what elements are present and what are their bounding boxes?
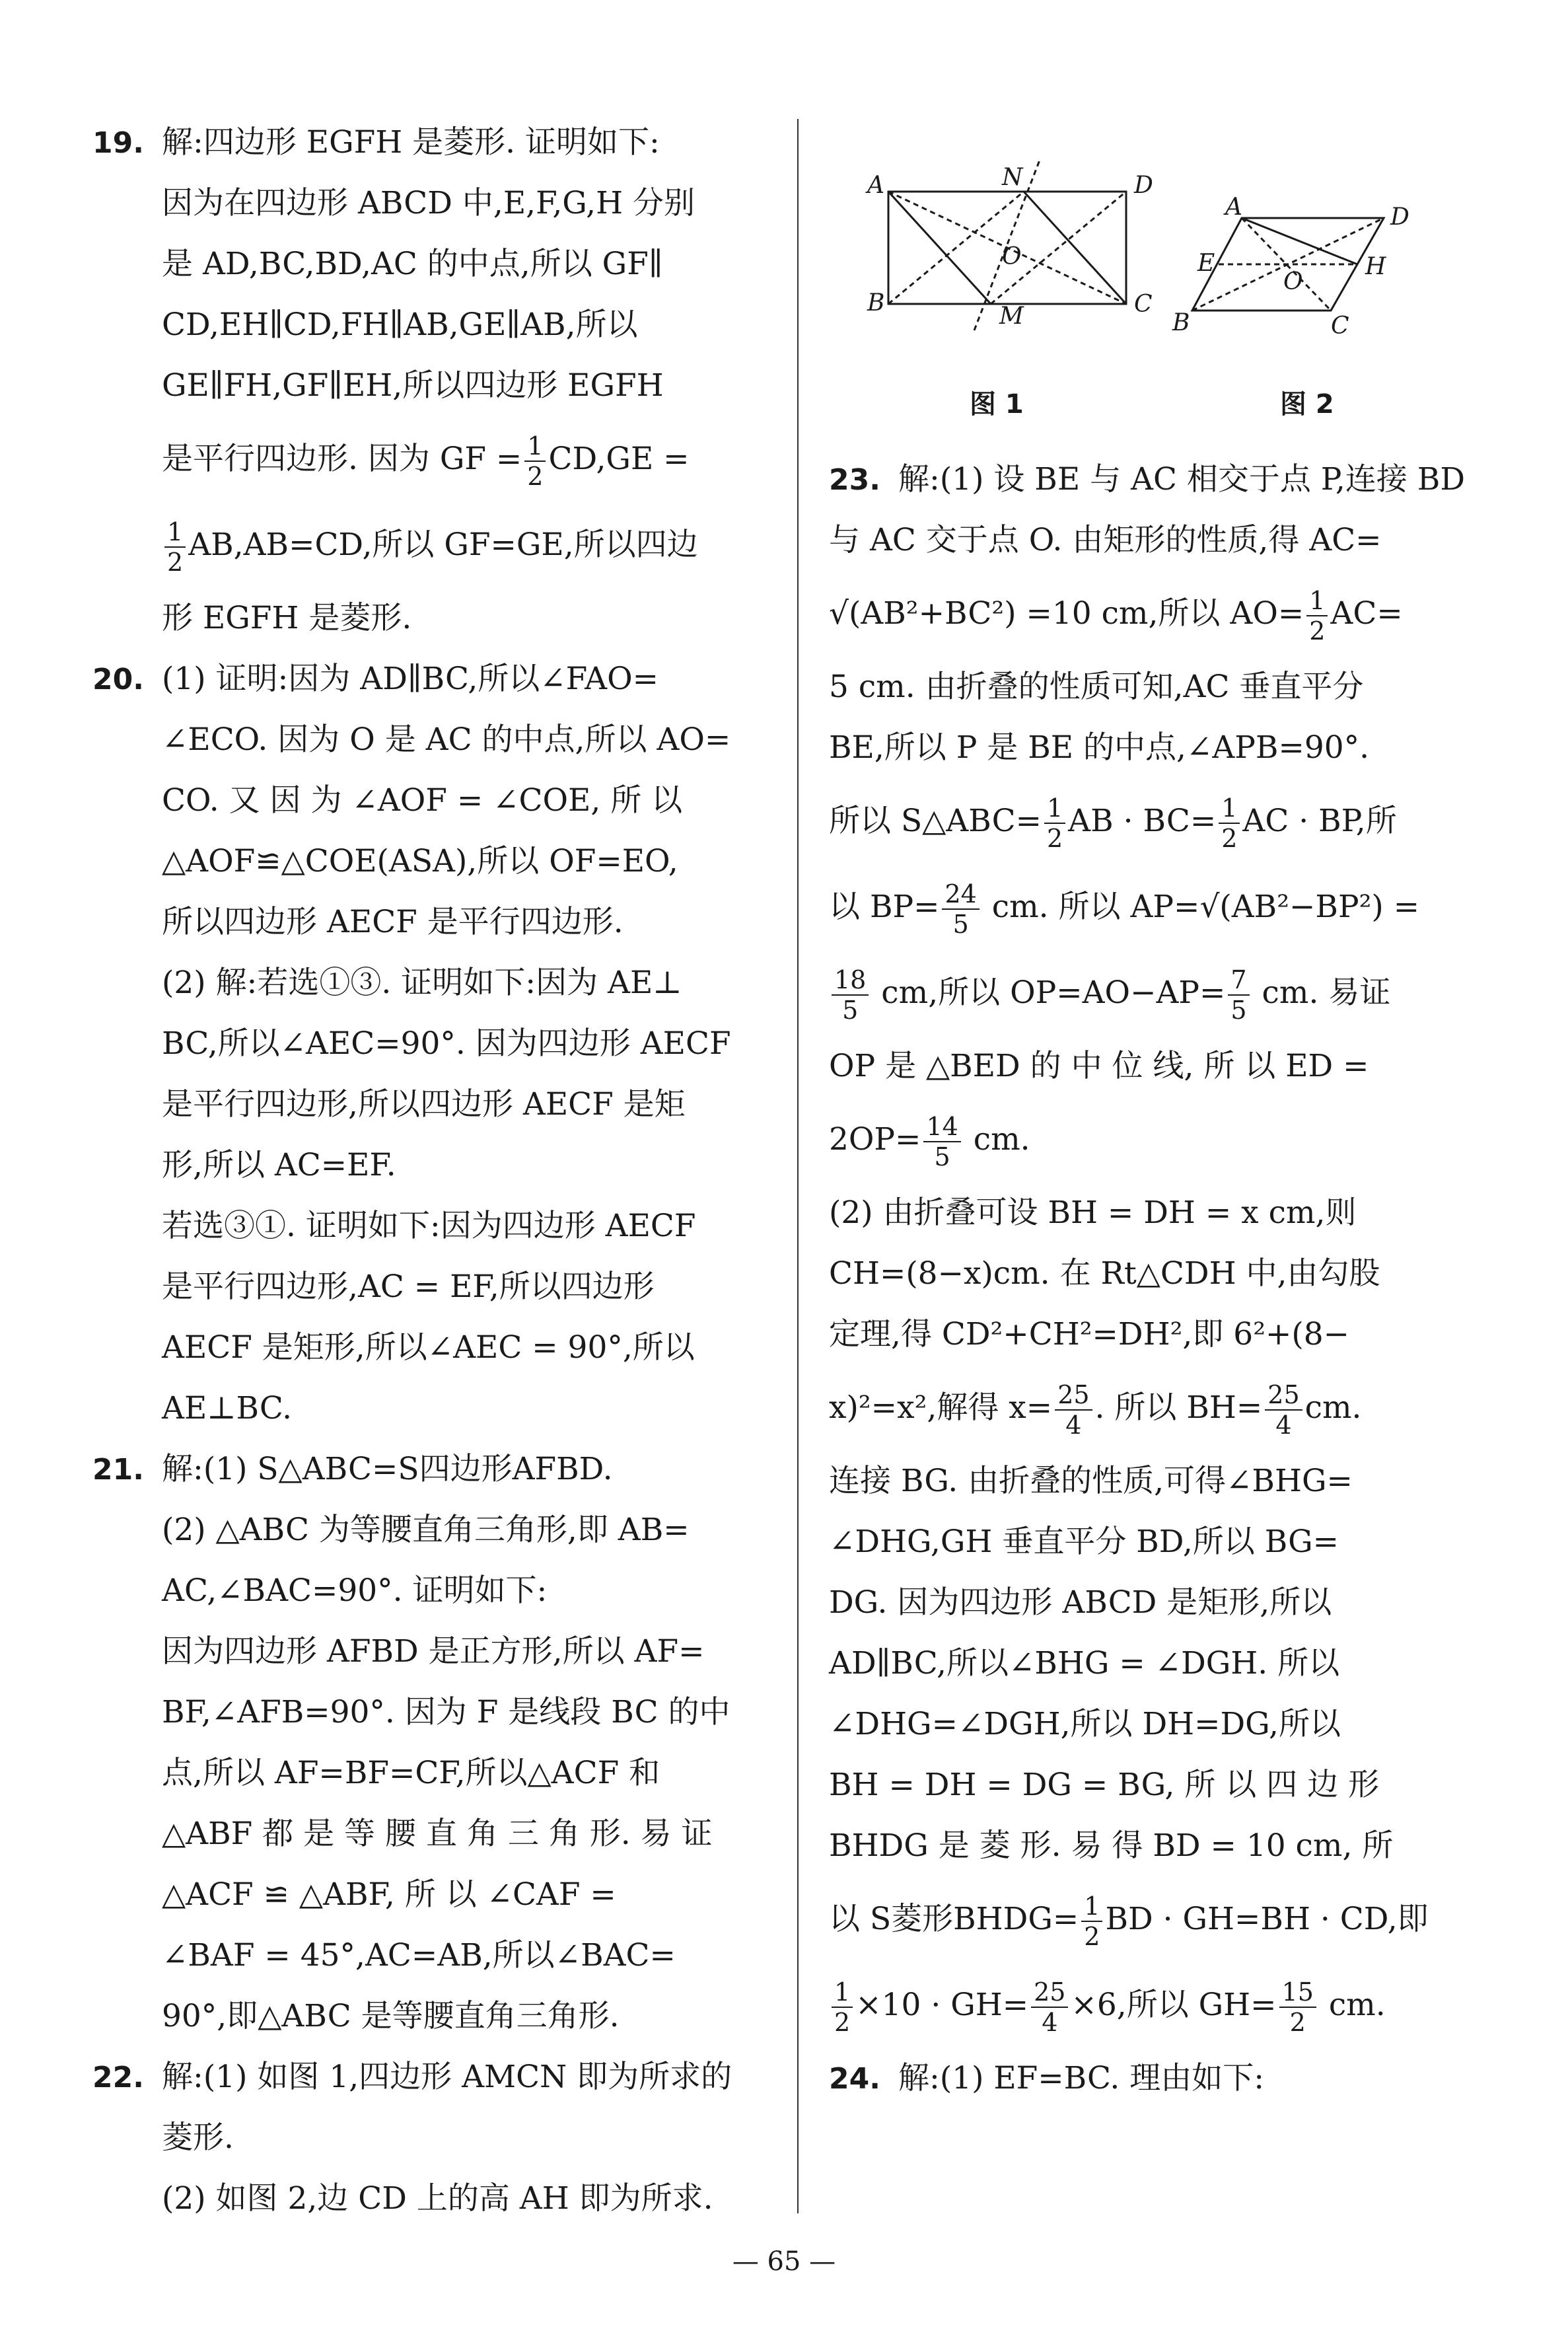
q21-line-2: (2) △ABC 为等腰直角三角形,即 AB= bbox=[162, 1512, 690, 1548]
fraction: $\frac{1}{2}$ bbox=[1219, 793, 1240, 853]
q23-line-10: 2OP= $\frac{14}{5}$ cm. bbox=[829, 1112, 1030, 1171]
q20-line-6: (2) 解:若选①③. 证明如下:因为 AE⊥ bbox=[162, 965, 682, 1001]
figure-2 bbox=[1192, 218, 1384, 311]
q19-line-4: CD,EH∥CD,FH∥AB,GE∥AB,所以 bbox=[162, 307, 638, 343]
q21-line-4: 因为四边形 AFBD 是正方形,所以 AF= bbox=[162, 1633, 705, 1670]
q23-line-7: 以 BP= $\frac{24}{5}$ cm. 所以 AP=√(AB²−BP²) = bbox=[829, 879, 1420, 939]
fig2-label-o: O bbox=[1283, 268, 1303, 295]
figure-2-caption: 图 2 bbox=[1280, 389, 1334, 420]
q21-line-10: 90°,即△ABC 是等腰直角三角形. bbox=[162, 1998, 620, 2034]
q23-line-11: (2) 由折叠可设 BH = DH = x cm,则 bbox=[829, 1195, 1357, 1231]
q23-line-22: 以 S菱形BHDG= $\frac{1}{2}$ BD · GH=BH · CD,即 bbox=[829, 1892, 1429, 1951]
fraction: $\frac{1}{2}$ bbox=[1044, 793, 1065, 853]
fraction: $\frac{1}{2}$ bbox=[164, 517, 186, 577]
fig2-label-c: C bbox=[1331, 313, 1349, 340]
fraction: $\frac{24}{5}$ bbox=[942, 879, 979, 939]
question-number: 19. bbox=[92, 126, 144, 160]
q23-line-5: BE,所以 P 是 BE 的中点,∠APB=90°. bbox=[829, 729, 1370, 766]
q20-line-3: CO. 又 因 为 ∠AOF = ∠COE, 所 以 bbox=[162, 782, 683, 819]
question-number: 20. bbox=[92, 663, 144, 696]
fraction: $\frac{14}{5}$ bbox=[923, 1112, 960, 1171]
q23-line-12: CH=(8−x)cm. 在 Rt△CDH 中,由勾股 bbox=[829, 1255, 1380, 1292]
fraction: $\frac{18}{5}$ bbox=[832, 965, 869, 1025]
fig1-label-n: N bbox=[1002, 164, 1023, 191]
q19-line-1: 19. 解:四边形 EGFH 是菱形. 证明如下: bbox=[92, 112, 779, 173]
q22-line-3: (2) 如图 2,边 CD 上的高 AH 即为所求. bbox=[162, 2180, 713, 2217]
segment-am bbox=[888, 192, 991, 304]
q23-line-17: DG. 因为四边形 ABCD 是矩形,所以 bbox=[829, 1584, 1332, 1621]
q23-line-20: BH = DH = DG = BG, 所 以 四 边 形 bbox=[829, 1767, 1380, 1803]
figure-1-caption: 图 1 bbox=[970, 389, 1024, 420]
q21-line-1: 21. 解:(1) S△ABC=S四边形AFBD. bbox=[92, 1439, 779, 1500]
q23-line-9: OP 是 △BED 的 中 位 线, 所 以 ED = bbox=[829, 1048, 1369, 1084]
q21-line-5: BF,∠AFB=90°. 因为 F 是线段 BC 的中 bbox=[162, 1694, 731, 1730]
altitude-ah bbox=[1242, 218, 1357, 264]
q23-line-6: 所以 S△ABC= $\frac{1}{2}$ AB · BC= $\frac{1}{2}$ AC · BP,所 bbox=[829, 793, 1397, 853]
q23-line-8: $\frac{18}{5}$ cm,所以 OP=AO−AP= $\frac{7}{5}$ cm. 易证 bbox=[829, 950, 1483, 1036]
q20-line-7: BC,所以∠AEC=90°. 因为四边形 AECF bbox=[162, 1025, 731, 1062]
fraction: $\frac{1}{2}$ bbox=[1081, 1892, 1102, 1951]
geometry-figures bbox=[829, 132, 1483, 423]
q23-line-23: $\frac{1}{2}$ ×10 · GH= $\frac{25}{4}$ ×6,所以 GH= $\frac{15}{2}$ cm. bbox=[829, 1962, 1483, 2048]
right-column bbox=[829, 449, 1483, 2109]
fraction: $\frac{7}{5}$ bbox=[1228, 965, 1249, 1025]
q23-line-19: ∠DHG=∠DGH,所以 DH=DG,所以 bbox=[829, 1706, 1341, 1742]
fig2-label-h: H bbox=[1365, 253, 1386, 280]
fig1-label-a: A bbox=[867, 172, 884, 199]
q20-line-9: 形,所以 AC=EF. bbox=[162, 1147, 396, 1183]
q23-line-1: 23. 解:(1) 设 BE 与 AC 相交于点 P,连接 BD bbox=[829, 449, 1483, 510]
q23-line-4: 5 cm. 由折叠的性质可知,AC 垂直平分 bbox=[829, 669, 1364, 705]
q20-line-10: 若选③①. 证明如下:因为四边形 AECF bbox=[162, 1208, 696, 1244]
q23-line-3: √(AB²+BC²) =10 cm,所以 AO= $\frac{1}{2}$ AC= bbox=[829, 586, 1403, 646]
q19-line-6: 是平行四边形. 因为 GF = $\frac{1}{2}$ CD,GE = bbox=[162, 431, 690, 491]
fraction: $\frac{1}{2}$ bbox=[524, 431, 546, 491]
fraction: $\frac{1}{2}$ bbox=[832, 1977, 853, 2037]
fig1-label-m: M bbox=[999, 303, 1024, 330]
q21-line-9: ∠BAF = 45°,AC=AB,所以∠BAC= bbox=[162, 1937, 676, 1974]
fig2-label-e: E bbox=[1197, 250, 1215, 277]
fig2-label-a: A bbox=[1225, 194, 1242, 221]
fig1-label-b: B bbox=[867, 289, 885, 316]
fig2-label-b: B bbox=[1172, 309, 1190, 336]
q19-line-2: 因为在四边形 ABCD 中,E,F,G,H 分别 bbox=[162, 185, 695, 221]
q21-line-3: AC,∠BAC=90°. 证明如下: bbox=[162, 1572, 548, 1609]
q23-line-16: ∠DHG,GH 垂直平分 BD,所以 BG= bbox=[829, 1524, 1339, 1560]
q20-line-8: 是平行四边形,所以四边形 AECF 是矩 bbox=[162, 1086, 686, 1123]
left-column bbox=[92, 112, 779, 2229]
fig2-label-d: D bbox=[1390, 203, 1409, 231]
column-divider bbox=[797, 119, 799, 2213]
q20-line-13: AE⊥BC. bbox=[162, 1390, 293, 1426]
q23-line-2: 与 AC 交于点 O. 由矩形的性质,得 AC= bbox=[829, 522, 1382, 558]
segment-nc bbox=[1024, 192, 1126, 304]
q21-line-7: △ABF 都 是 等 腰 直 角 三 角 形. 易 证 bbox=[162, 1816, 713, 1852]
q22-line-2: 菱形. bbox=[162, 2120, 234, 2156]
q23-line-13: 定理,得 CD²+CH²=DH²,即 6²+(8− bbox=[829, 1316, 1350, 1352]
q20-line-5: 所以四边形 AECF 是平行四边形. bbox=[162, 904, 624, 940]
fraction: $\frac{25}{4}$ bbox=[1031, 1977, 1068, 2037]
question-number: 21. bbox=[92, 1453, 144, 1487]
fraction: $\frac{25}{4}$ bbox=[1055, 1380, 1092, 1440]
q23-line-14: x)²=x²,解得 x= $\frac{25}{4}$ . 所以 BH= $\frac{25}{4}$ cm. bbox=[829, 1380, 1362, 1440]
fraction: $\frac{1}{2}$ bbox=[1306, 586, 1328, 646]
fig1-label-o: O bbox=[1002, 243, 1022, 270]
q20-line-1: 20. (1) 证明:因为 AD∥BC,所以∠FAO= bbox=[92, 649, 779, 710]
question-number: 22. bbox=[92, 2061, 144, 2094]
q23-line-21: BHDG 是 菱 形. 易 得 BD = 10 cm, 所 bbox=[829, 1827, 1394, 1864]
q23-line-15: 连接 BG. 由折叠的性质,可得∠BHG= bbox=[829, 1463, 1353, 1499]
q19-line-7: $\frac{1}{2}$ AB,AB=CD,所以 GF=GE,所以四边 bbox=[92, 502, 779, 588]
q24-line-1: 24. 解:(1) EF=BC. 理由如下: bbox=[829, 2048, 1483, 2109]
fig1-label-d: D bbox=[1134, 172, 1153, 199]
fraction: $\frac{25}{4}$ bbox=[1265, 1380, 1302, 1440]
q20-line-12: AECF 是矩形,所以∠AEC = 90°,所以 bbox=[162, 1329, 695, 1366]
fraction: $\frac{15}{2}$ bbox=[1279, 1977, 1316, 2037]
q21-line-6: 点,所以 AF=BF=CF,所以△ACF 和 bbox=[162, 1755, 660, 1791]
q21-line-8: △ACF ≌ △ABF, 所 以 ∠CAF = bbox=[162, 1876, 616, 1913]
q20-line-4: △AOF≌△COE(ASA),所以 OF=EO, bbox=[162, 843, 678, 879]
q19-line-8: 形 EGFH 是菱形. bbox=[162, 600, 412, 636]
q23-line-18: AD∥BC,所以∠BHG = ∠DGH. 所以 bbox=[829, 1645, 1340, 1681]
question-number: 23. bbox=[829, 463, 880, 497]
q19-line-3: 是 AD,BC,BD,AC 的中点,所以 GF∥ bbox=[162, 246, 663, 282]
q22-line-1: 22. 解:(1) 如图 1,四边形 AMCN 即为所求的 bbox=[92, 2047, 779, 2108]
fig1-label-c: C bbox=[1134, 291, 1153, 318]
q20-line-2: ∠ECO. 因为 O 是 AC 的中点,所以 AO= bbox=[162, 721, 731, 758]
question-number: 24. bbox=[829, 2062, 880, 2096]
page-number: — 65 — bbox=[732, 2246, 836, 2277]
q20-line-11: 是平行四边形,AC = EF,所以四边形 bbox=[162, 1269, 655, 1305]
q19-line-5: GE∥FH,GF∥EH,所以四边形 EGFH bbox=[162, 367, 664, 404]
